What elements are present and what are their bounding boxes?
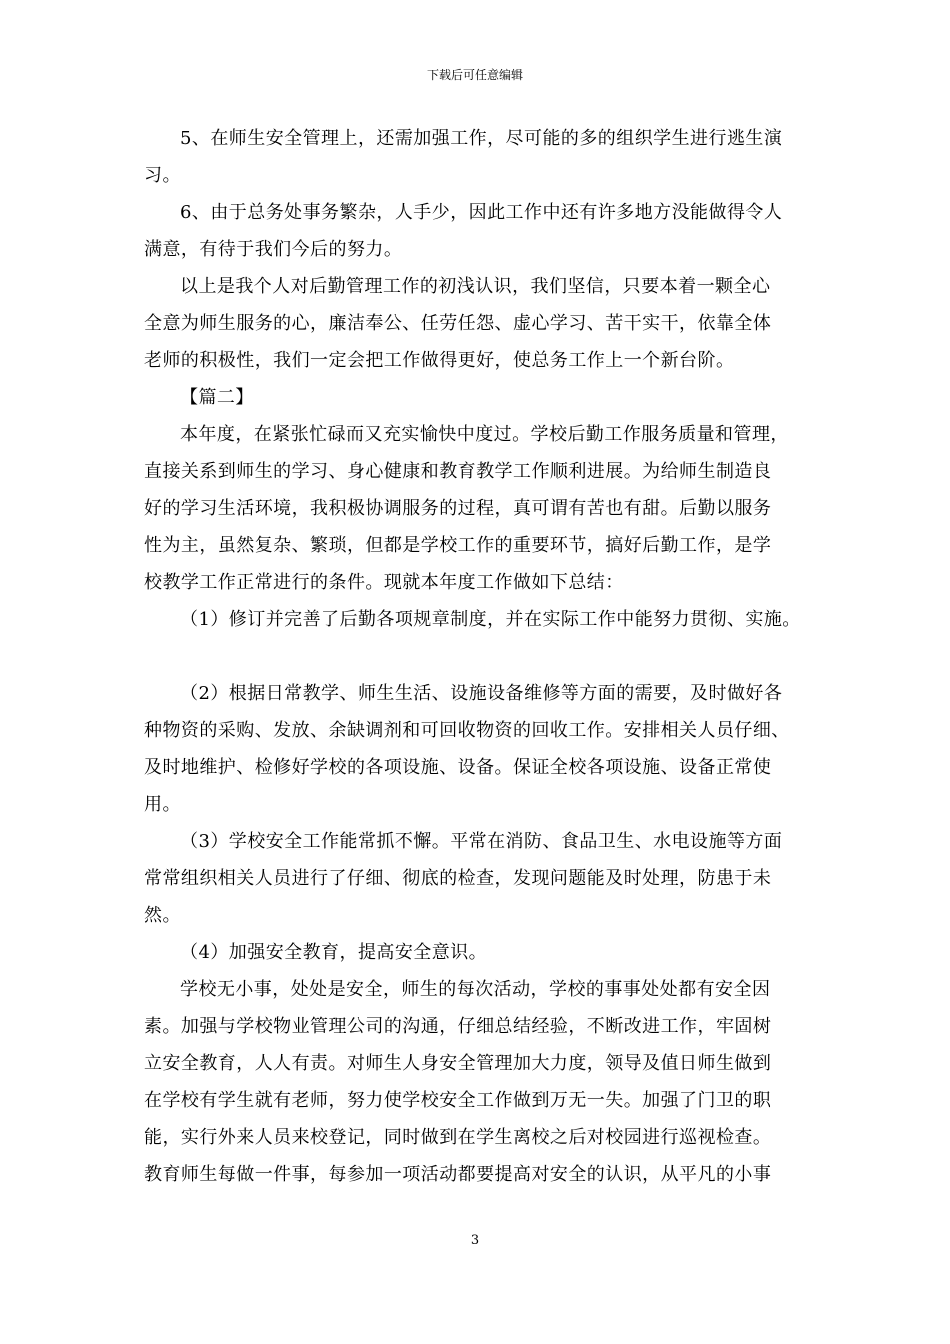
text-line: 然。 bbox=[144, 905, 181, 926]
text-line: 5、在师生安全管理上，还需加强工作，尽可能的多的组织学生进行逃生演 bbox=[180, 128, 783, 149]
text-line: 6、由于总务处事务繁杂，人手少，因此工作中还有许多地方没能做得令人 bbox=[180, 202, 783, 223]
text-line: 全意为师生服务的心，廉洁奉公、任劳任怨、虚心学习、苦干实干，依靠全体 bbox=[144, 313, 772, 334]
text-line: （4）加强安全教育，提高安全意识。 bbox=[180, 942, 488, 963]
text-line: 以上是我个人对后勤管理工作的初浅认识，我们坚信，只要本着一颗全心 bbox=[180, 276, 771, 297]
text-line: （1）修订并完善了后勤各项规章制度，并在实际工作中能努力贯彻、实施。 bbox=[180, 609, 801, 630]
text-line: 常常组织相关人员进行了仔细、彻底的检查，发现问题能及时处理，防患于未 bbox=[144, 868, 772, 889]
text-line: （2）根据日常教学、师生生活、设施设备维修等方面的需要，及时做好各 bbox=[180, 683, 783, 704]
text-line: 及时地维护、检修好学校的各项设施、设备。保证全校各项设施、设备正常使 bbox=[144, 757, 772, 778]
text-line: 立安全教育，人人有责。对师生人身安全管理加大力度，领导及值日师生做到 bbox=[144, 1053, 772, 1074]
text-line: 教育师生每做一件事，每参加一项活动都要提高对安全的认识，从平凡的小事 bbox=[144, 1164, 772, 1185]
text-line: 好的学习生活环境，我积极协调服务的过程，真可谓有苦也有甜。后勤以服务 bbox=[144, 498, 772, 519]
text-line: 学校无小事，处处是安全，师生的每次活动，学校的事事处处都有安全因 bbox=[180, 979, 771, 1000]
text-line: 种物资的采购、发放、余缺调剂和可回收物资的回收工作。安排相关人员仔细、 bbox=[144, 720, 790, 741]
text-line: 在学校有学生就有老师，努力使学校安全工作做到万无一失。加强了门卫的职 bbox=[144, 1090, 772, 1111]
section-heading: 【篇二】 bbox=[180, 387, 254, 408]
text-line: 校教学工作正常进行的条件。现就本年度工作做如下总结： bbox=[144, 572, 624, 593]
text-line: 满意，有待于我们今后的努力。 bbox=[144, 239, 403, 260]
text-line: 能，实行外来人员来校登记，同时做到在学生离校之后对校园进行巡视检查。 bbox=[144, 1127, 772, 1148]
text-line: 习。 bbox=[144, 165, 181, 186]
text-line: 直接关系到师生的学习、身心健康和教育教学工作顺利进展。为给师生制造良 bbox=[144, 461, 772, 482]
text-line: 素。加强与学校物业管理公司的沟通，仔细总结经验，不断改进工作，牢固树 bbox=[144, 1016, 772, 1037]
text-line: 老师的积极性，我们一定会把工作做得更好，使总务工作上一个新台阶。 bbox=[144, 350, 735, 371]
text-line: 用。 bbox=[144, 794, 181, 815]
text-line: 本年度，在紧张忙碌而又充实愉快中度过。学校后勤工作服务质量和管理， bbox=[180, 424, 789, 445]
text-line: （3）学校安全工作能常抓不懈。平常在消防、食品卫生、水电设施等方面 bbox=[180, 831, 783, 852]
text-line: 性为主，虽然复杂、繁琐，但都是学校工作的重要环节，搞好后勤工作，是学 bbox=[144, 535, 772, 556]
page-header: 下载后可任意编辑 bbox=[426, 68, 523, 82]
page-number: 3 bbox=[470, 1233, 480, 1248]
